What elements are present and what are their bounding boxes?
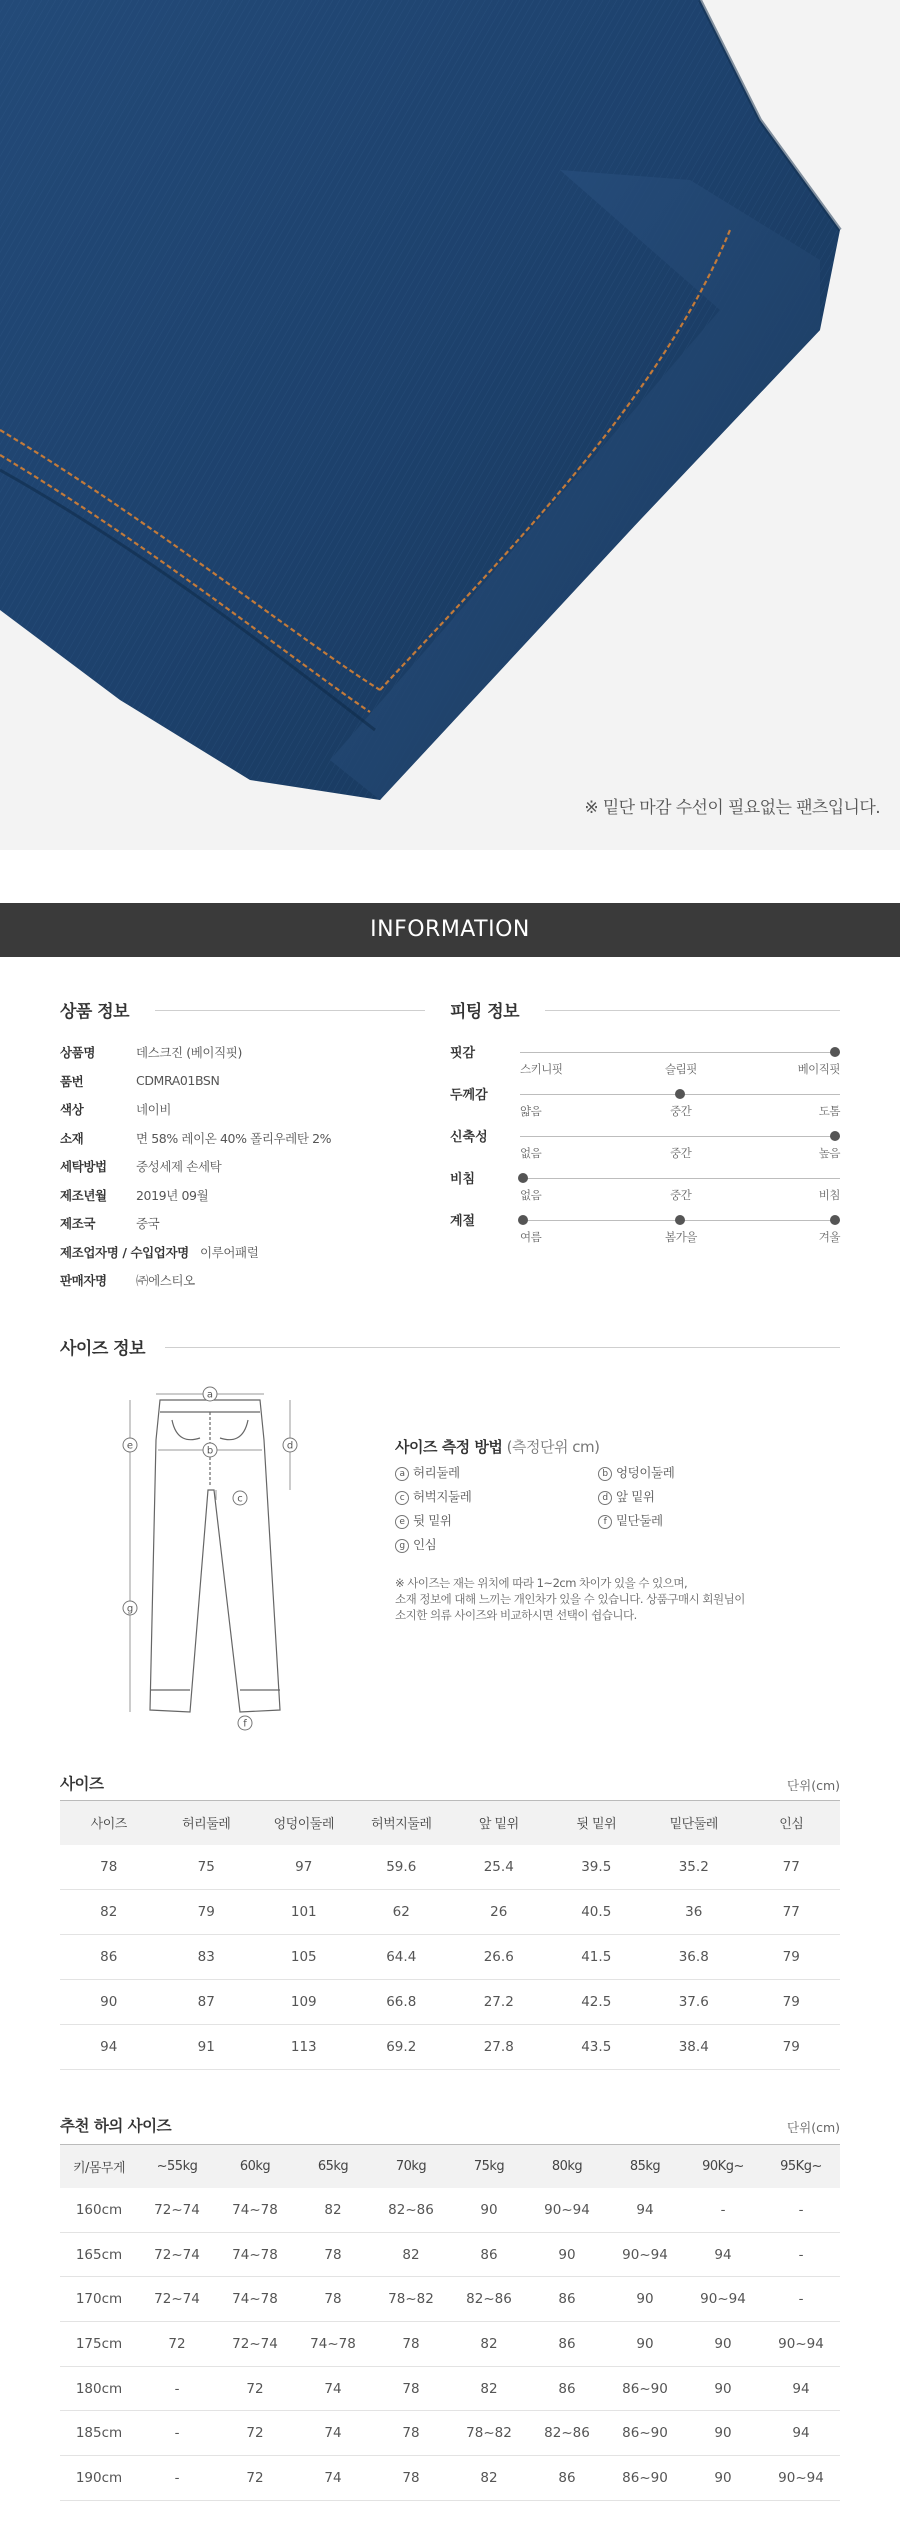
table-cell: 185cm	[60, 2411, 138, 2456]
recommend-table-header-cell: 80kg	[528, 2145, 606, 2188]
table-row	[60, 2456, 840, 2501]
marker-c: c	[237, 1493, 243, 1505]
marker-g: g	[126, 1603, 134, 1615]
table-cell: 86	[528, 2322, 606, 2367]
table-cell: 82~86	[372, 2188, 450, 2233]
table-cell: 101	[255, 1890, 353, 1935]
table-cell: 86~90	[606, 2366, 684, 2411]
table-cell: 74~78	[216, 2232, 294, 2277]
recommend-table-header-cell: 95Kg~	[762, 2145, 840, 2188]
divider	[545, 1010, 840, 1011]
table-cell: 59.6	[353, 1845, 451, 1890]
fit-indicator	[675, 1089, 685, 1099]
fit-indicator	[518, 1215, 528, 1225]
measure-item-e: e 뒷 밑위	[395, 1511, 452, 1529]
table-cell: 86	[528, 2366, 606, 2411]
marker-f: f	[243, 1718, 247, 1730]
recommend-table	[60, 2144, 840, 2501]
recommend-table-unit: 단위(cm)	[787, 2120, 840, 2135]
size-note: ※ 사이즈는 재는 위치에 따라 1~2cm 차이가 있을 수 있으며, 소재 정보에 대해 느끼는 개인차가 있을 수 있습니다. 상품구매시 회원님이 소지한 의류 사이즈와 비교하시면 선택이 쉽습니다.	[395, 1576, 745, 1622]
table-cell: 72~74	[216, 2322, 294, 2367]
table-cell: 83	[158, 1935, 256, 1980]
table-cell: 72	[216, 2456, 294, 2501]
fit-row-elasticity: 신축성 없음 중간 높음	[450, 1130, 840, 1160]
table-cell: 78	[372, 2366, 450, 2411]
table-cell: 43.5	[548, 2025, 646, 2070]
table-cell: 90	[450, 2188, 528, 2233]
table-cell: 26.6	[450, 1935, 548, 1980]
info-row-washing: 세탁방법 중성세제 손세탁	[60, 1159, 222, 1175]
table-cell: 77	[743, 1890, 841, 1935]
size-table-header-cell: 앞 밑위	[450, 1801, 548, 1845]
table-cell: 36.8	[645, 1935, 743, 1980]
marker-a: a	[206, 1389, 214, 1401]
table-cell: 94	[606, 2188, 684, 2233]
table-cell: 38.4	[645, 2025, 743, 2070]
size-info-title: 사이즈 정보	[60, 1339, 146, 1359]
info-row-code: 품번 CDMRA01BSN	[60, 1073, 220, 1089]
table-cell: 165cm	[60, 2232, 138, 2277]
table-row	[60, 2188, 840, 2233]
recommend-table-header-cell: 90Kg~	[684, 2145, 762, 2188]
fit-row-transparency: 비침 없음 중간 비침	[450, 1172, 840, 1202]
table-cell: 90~94	[528, 2188, 606, 2233]
table-cell: 79	[743, 1980, 841, 2025]
table-cell: 86	[528, 2456, 606, 2501]
table-cell: 160cm	[60, 2188, 138, 2233]
table-cell: 78	[294, 2232, 372, 2277]
measure-item-f: f 밑단둘레	[598, 1511, 663, 1529]
pants-diagram	[110, 1380, 330, 1740]
measure-item-d: d 앞 밑위	[598, 1487, 655, 1505]
measure-item-g: g 인심	[395, 1535, 436, 1553]
table-cell: 42.5	[548, 1980, 646, 2025]
table-cell: 26	[450, 1890, 548, 1935]
table-cell: 79	[743, 2025, 841, 2070]
table-row	[60, 1980, 840, 2025]
fit-indicator	[518, 1173, 528, 1183]
divider	[155, 1010, 425, 1011]
table-cell: 82~86	[528, 2411, 606, 2456]
table-cell: 25.4	[450, 1845, 548, 1890]
table-cell: 82	[450, 2456, 528, 2501]
table-cell: 27.8	[450, 2025, 548, 2070]
table-cell: 74	[294, 2411, 372, 2456]
table-cell: 87	[158, 1980, 256, 2025]
table-cell: -	[684, 2188, 762, 2233]
fit-indicator	[830, 1215, 840, 1225]
table-cell: -	[762, 2277, 840, 2322]
size-table-header-cell: 뒷 밑위	[548, 1801, 646, 1845]
table-cell: 90	[684, 2366, 762, 2411]
recommend-table-header-cell: 70kg	[372, 2145, 450, 2188]
info-row-color: 색상 네이비	[60, 1102, 172, 1118]
product-info-title: 상품 정보	[60, 1002, 130, 1022]
table-cell: 66.8	[353, 1980, 451, 2025]
size-table-header-cell: 허벅지둘레	[353, 1801, 451, 1845]
measure-method-title: 사이즈 측정 방법 (측정단위 cm)	[395, 1438, 600, 1456]
recommend-table-header-cell: 60kg	[216, 2145, 294, 2188]
table-cell: 69.2	[353, 2025, 451, 2070]
table-cell: 78~82	[372, 2277, 450, 2322]
table-cell: 105	[255, 1935, 353, 1980]
size-table-title: 사이즈	[60, 1775, 104, 1793]
table-cell: 109	[255, 1980, 353, 2025]
table-cell: 72~74	[138, 2277, 216, 2322]
table-cell: 90	[606, 2322, 684, 2367]
table-cell: 72~74	[138, 2232, 216, 2277]
table-cell: 91	[158, 2025, 256, 2070]
info-row-seller: 판매자명 ㈜에스티오	[60, 1273, 195, 1289]
denim-hem-image	[0, 0, 900, 850]
table-cell: 36	[645, 1890, 743, 1935]
table-cell: 82	[372, 2232, 450, 2277]
fit-indicator	[675, 1215, 685, 1225]
table-cell: 90~94	[762, 2456, 840, 2501]
info-row-date: 제조년월 2019년 09월	[60, 1187, 209, 1203]
size-table-header-cell: 밑단둘레	[645, 1801, 743, 1845]
fit-track	[520, 1052, 840, 1053]
info-row-material: 소재 면 58% 레이온 40% 폴리우레탄 2%	[60, 1130, 332, 1146]
table-cell: 72~74	[138, 2188, 216, 2233]
table-cell: 113	[255, 2025, 353, 2070]
table-cell: 90	[684, 2322, 762, 2367]
recommend-table-header-cell: 85kg	[606, 2145, 684, 2188]
table-row	[60, 2232, 840, 2277]
table-cell: 180cm	[60, 2366, 138, 2411]
divider	[165, 1347, 840, 1348]
table-cell: 62	[353, 1890, 451, 1935]
product-photo	[0, 0, 900, 850]
table-cell: 37.6	[645, 1980, 743, 2025]
marker-d: d	[286, 1440, 294, 1452]
measure-item-a: a 허리둘레	[395, 1463, 460, 1481]
table-cell: 78	[372, 2322, 450, 2367]
table-cell: 175cm	[60, 2322, 138, 2367]
table-cell: 74~78	[294, 2322, 372, 2367]
table-cell: 90~94	[762, 2322, 840, 2367]
information-banner: INFORMATION	[0, 903, 900, 957]
table-cell: 90	[528, 2232, 606, 2277]
size-table	[60, 1800, 840, 2070]
table-cell: 82	[294, 2188, 372, 2233]
measure-item-b: b 엉덩이둘레	[598, 1463, 674, 1481]
table-row	[60, 1890, 840, 1935]
table-cell: 41.5	[548, 1935, 646, 1980]
info-row-manufacturer: 제조업자명 / 수입업자명 이루어패럴	[60, 1244, 259, 1260]
table-cell: 94	[762, 2411, 840, 2456]
table-cell: 90	[606, 2277, 684, 2322]
recommend-table-header-cell: ~55kg	[138, 2145, 216, 2188]
table-cell: 75	[158, 1845, 256, 1890]
table-cell: 40.5	[548, 1890, 646, 1935]
table-cell: -	[762, 2188, 840, 2233]
recommend-table-header-cell: 65kg	[294, 2145, 372, 2188]
table-cell: 82	[450, 2322, 528, 2367]
recommend-table-title: 추천 하의 사이즈	[60, 2117, 172, 2135]
size-table-header-cell: 사이즈	[60, 1801, 158, 1845]
table-cell: 82	[450, 2366, 528, 2411]
table-cell: 78	[294, 2277, 372, 2322]
fit-track	[520, 1136, 840, 1137]
fit-track	[520, 1178, 840, 1179]
table-cell: -	[138, 2411, 216, 2456]
marker-b: b	[206, 1445, 214, 1457]
recommend-table-header-cell: 키/몸무게	[60, 2145, 138, 2188]
table-cell: 97	[255, 1845, 353, 1890]
fit-row-fit: 핏감 스키니핏 슬림핏 베이직핏	[450, 1046, 840, 1076]
photo-caption: ※ 밑단 마감 수선이 필요없는 팬츠입니다.	[584, 798, 880, 818]
size-table-header-cell: 인심	[743, 1801, 841, 1845]
table-row	[60, 2411, 840, 2456]
table-cell: 74~78	[216, 2277, 294, 2322]
table-cell: 79	[743, 1935, 841, 1980]
fit-indicator	[830, 1047, 840, 1057]
product-info-list	[60, 1038, 420, 1295]
table-cell: 78	[60, 1845, 158, 1890]
table-cell: 190cm	[60, 2456, 138, 2501]
table-cell: 72	[216, 2411, 294, 2456]
table-cell: 74	[294, 2366, 372, 2411]
fit-row-season: 계절 여름 봄가을 겨울	[450, 1214, 840, 1244]
table-row	[60, 1845, 840, 1890]
table-cell: 86~90	[606, 2411, 684, 2456]
table-cell: 94	[60, 2025, 158, 2070]
table-cell: 72	[216, 2366, 294, 2411]
table-cell: 72	[138, 2322, 216, 2367]
measure-item-c: c 허벅지둘레	[395, 1487, 471, 1505]
table-cell: 90~94	[684, 2277, 762, 2322]
size-table-header-cell: 허리둘레	[158, 1801, 256, 1845]
table-row	[60, 2277, 840, 2322]
table-row	[60, 2322, 840, 2367]
table-cell: 79	[158, 1890, 256, 1935]
table-cell: 170cm	[60, 2277, 138, 2322]
table-cell: 86~90	[606, 2456, 684, 2501]
table-cell: 74	[294, 2456, 372, 2501]
info-row-country: 제조국 중국	[60, 1216, 160, 1232]
table-cell: -	[138, 2456, 216, 2501]
table-cell: 74~78	[216, 2188, 294, 2233]
table-cell: 27.2	[450, 1980, 548, 2025]
table-row	[60, 2366, 840, 2411]
table-cell: 82	[60, 1890, 158, 1935]
table-cell: 90	[684, 2456, 762, 2501]
table-cell: 39.5	[548, 1845, 646, 1890]
table-cell: 90	[684, 2411, 762, 2456]
table-cell: -	[762, 2232, 840, 2277]
fit-indicator	[830, 1131, 840, 1141]
fit-row-thickness: 두께감 얇음 중간 도톰	[450, 1088, 840, 1118]
table-cell: 90	[60, 1980, 158, 2025]
table-cell: 35.2	[645, 1845, 743, 1890]
table-cell: 82~86	[450, 2277, 528, 2322]
marker-e: e	[126, 1440, 134, 1452]
table-row	[60, 2025, 840, 2070]
table-cell: 78	[372, 2411, 450, 2456]
recommend-table-header-cell: 75kg	[450, 2145, 528, 2188]
table-cell: 78~82	[450, 2411, 528, 2456]
table-cell: 94	[684, 2232, 762, 2277]
table-cell: -	[138, 2366, 216, 2411]
table-cell: 86	[60, 1935, 158, 1980]
table-cell: 90~94	[606, 2232, 684, 2277]
table-cell: 86	[450, 2232, 528, 2277]
info-row-name: 상품명 데스크진 (베이직핏)	[60, 1045, 242, 1061]
table-row	[60, 1935, 840, 1980]
size-table-header-cell: 엉덩이둘레	[255, 1801, 353, 1845]
fitting-info-title: 피팅 정보	[450, 1002, 520, 1022]
table-cell: 77	[743, 1845, 841, 1890]
table-cell: 78	[372, 2456, 450, 2501]
table-cell: 94	[762, 2366, 840, 2411]
table-cell: 64.4	[353, 1935, 451, 1980]
size-table-unit: 단위(cm)	[787, 1778, 840, 1793]
table-cell: 86	[528, 2277, 606, 2322]
